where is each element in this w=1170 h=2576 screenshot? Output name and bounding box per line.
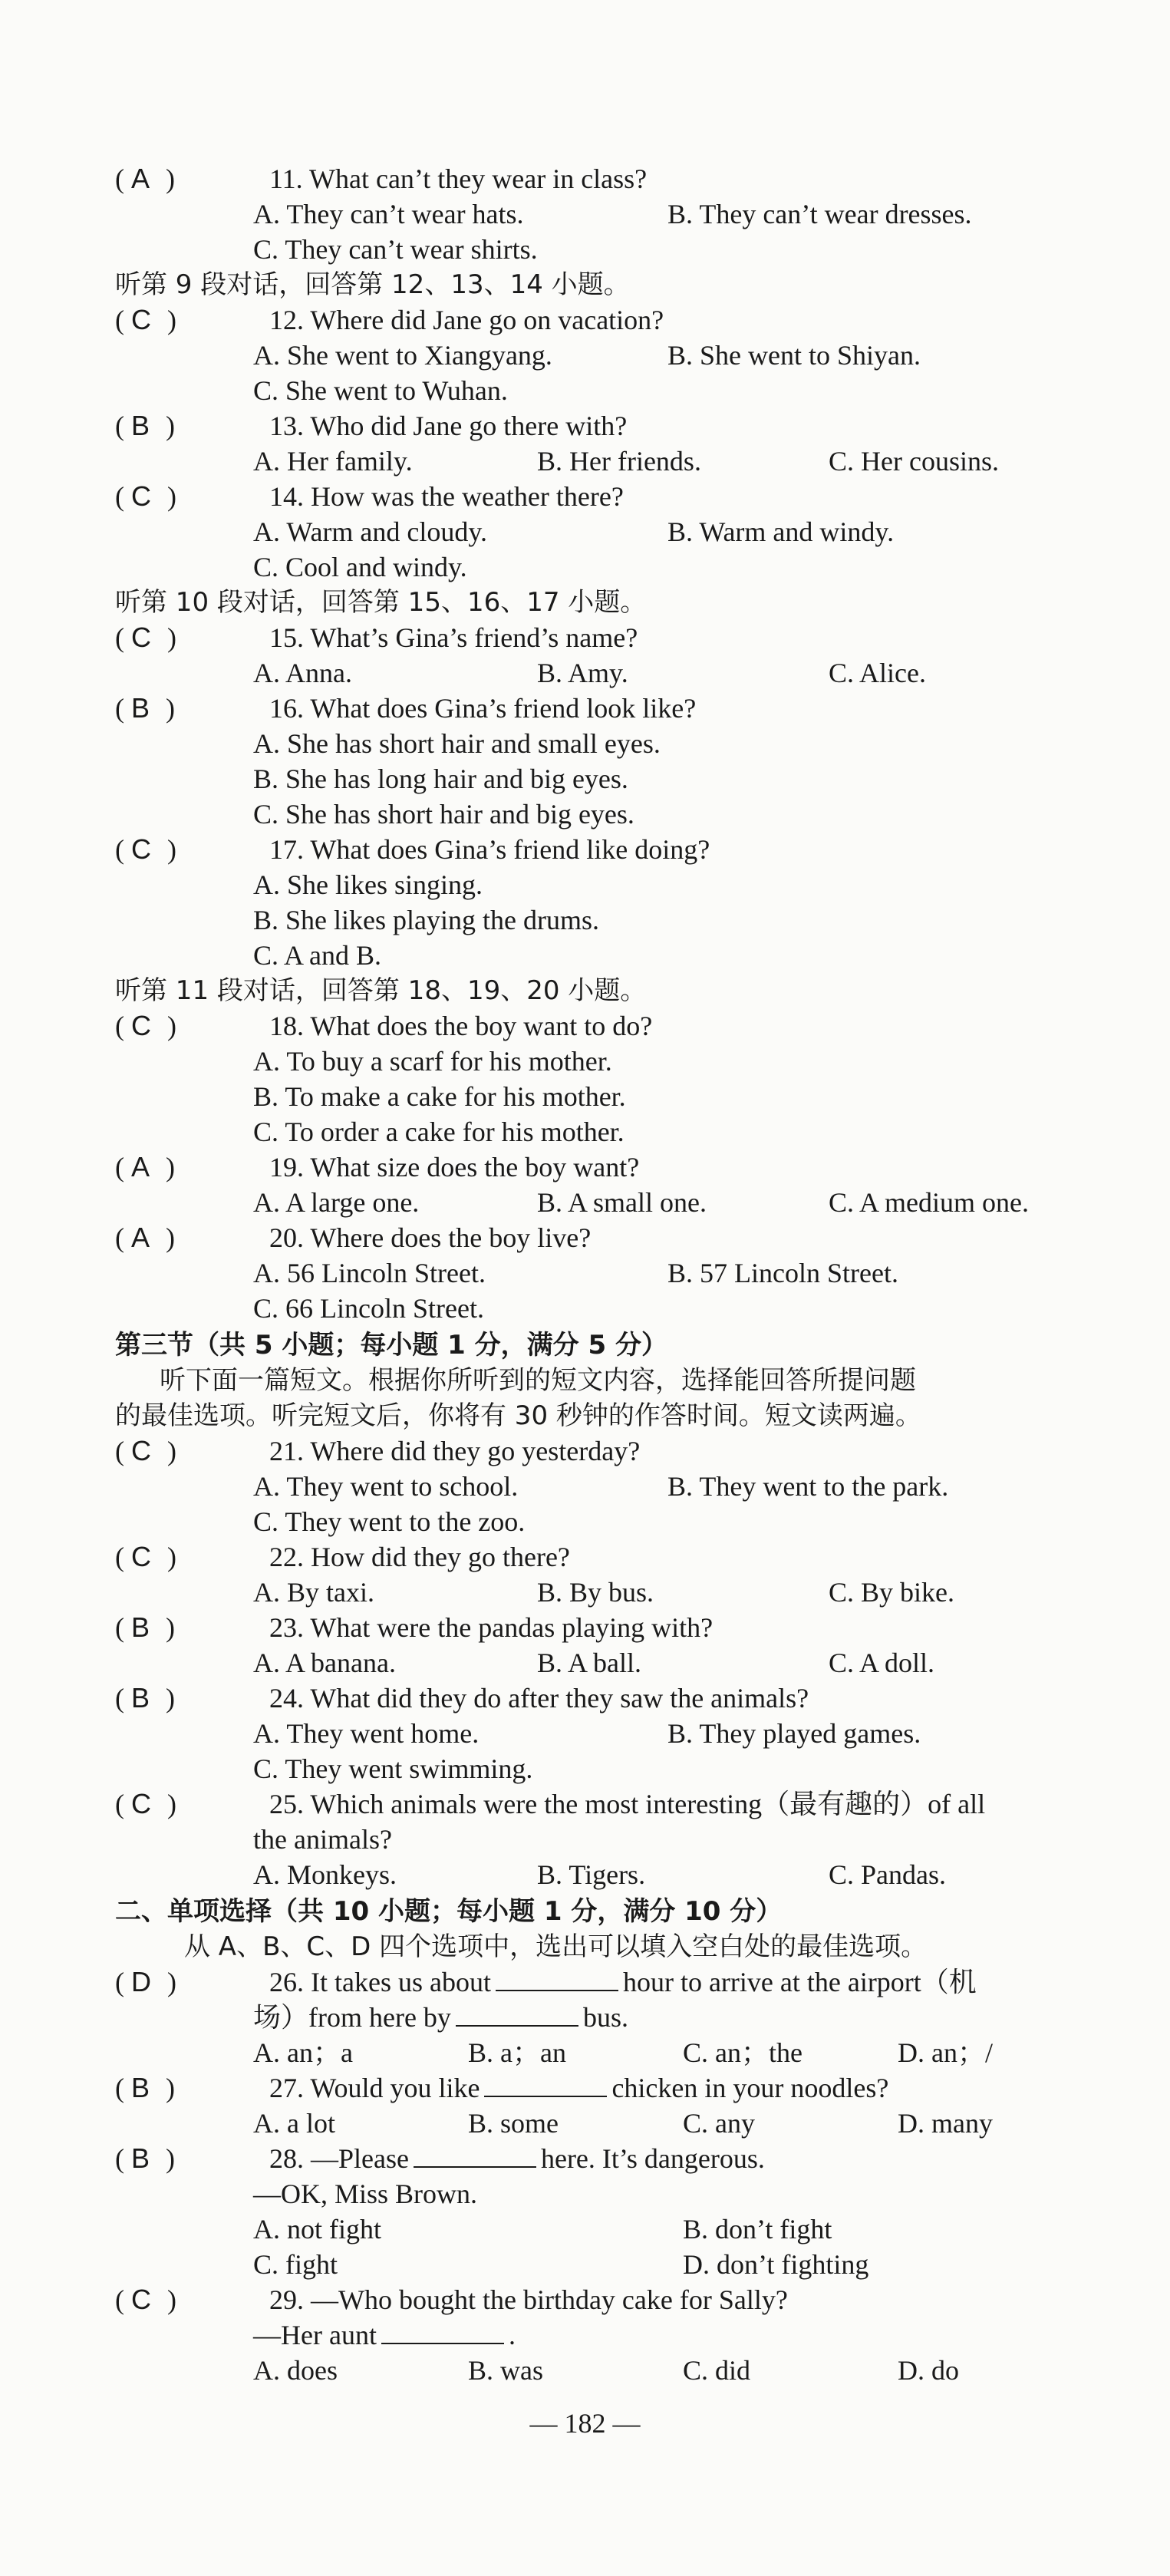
q23-option-c: C. A doll. xyxy=(829,1648,935,1678)
listening-header-10: 听第 10 段对话，回答第 15、16、17 小题。 xyxy=(115,587,647,618)
section-3-title: 第三节（共 5 小题；每小题 1 分，满分 5 分） xyxy=(115,1330,667,1361)
q25-option-b: B. Tigers. xyxy=(537,1859,646,1890)
q21-option-a: A. They went to school. xyxy=(253,1471,519,1502)
question-27: ( B ) 27. Would you like chicken in your noodles? xyxy=(115,2072,889,2103)
q13-option-b: B. Her friends. xyxy=(537,446,701,477)
q12-option-c: C. She went to Wuhan. xyxy=(253,375,508,406)
q11-option-b: B. They can’t wear dresses. xyxy=(667,199,972,229)
q17-option-b: B. She likes playing the drums. xyxy=(253,905,599,935)
q25-option-a: A. Monkeys. xyxy=(253,1859,397,1890)
question-23: ( B ) 23. What were the pandas playing with? xyxy=(115,1611,714,1643)
question-20: ( A ) 20. Where does the boy live? xyxy=(115,1222,592,1253)
q26-option-d: D. an；/ xyxy=(898,2037,993,2068)
q24-option-c: C. They went swimming. xyxy=(253,1753,533,1784)
q15-option-a: A. Anna. xyxy=(253,658,352,688)
q19-option-c: C. A medium one. xyxy=(829,1187,1029,1218)
part-2-title: 二、单项选择（共 10 小题；每小题 1 分，满分 10 分） xyxy=(115,1896,783,1927)
question-29: ( C ) 29. —Who bought the birthday cake for Sally? xyxy=(115,2284,788,2315)
question-13: ( B ) 13. Who did Jane go there with? xyxy=(115,410,628,441)
q13-option-a: A. Her family. xyxy=(253,446,413,477)
q28-option-c: C. fight xyxy=(253,2249,338,2280)
question-16: ( B ) 16. What does Gina’s friend look like? xyxy=(115,692,697,724)
q22-option-b: B. By bus. xyxy=(537,1577,654,1608)
q24-option-b: B. They played games. xyxy=(667,1718,921,1749)
q25-option-c: C. Pandas. xyxy=(829,1859,946,1890)
q29-option-c: C. did xyxy=(683,2355,751,2386)
q28-line2: —OK, Miss Brown. xyxy=(253,2179,478,2209)
q18-option-a: A. To buy a scarf for his mother. xyxy=(253,1046,612,1077)
q17-option-c: C. A and B. xyxy=(253,940,382,971)
question-22: ( C ) 22. How did they go there? xyxy=(115,1541,570,1572)
q21-option-b: B. They went to the park. xyxy=(667,1471,949,1502)
q14-option-c: C. Cool and windy. xyxy=(253,552,467,582)
q22-option-c: C. By bike. xyxy=(829,1577,955,1608)
q18-option-c: C. To order a cake for his mother. xyxy=(253,1116,625,1147)
q16-option-c: C. She has short hair and big eyes. xyxy=(253,799,634,830)
question-24: ( B ) 24. What did they do after they saw the animals? xyxy=(115,1682,809,1713)
q24-option-a: A. They went home. xyxy=(253,1718,480,1749)
q29-option-d: D. do xyxy=(898,2355,959,2386)
question-17: ( C ) 17. What does Gina’s friend like doing? xyxy=(115,833,710,865)
question-15: ( C ) 15. What’s Gina’s friend’s name? xyxy=(115,622,638,653)
q19-option-a: A. A large one. xyxy=(253,1187,420,1218)
blank-28[interactable] xyxy=(414,2143,536,2168)
blank-27[interactable] xyxy=(484,2073,607,2097)
question-21: ( C ) 21. Where did they go yesterday? xyxy=(115,1435,641,1466)
question-11: ( A ) 11. What can’t they wear in class? xyxy=(115,161,647,196)
section-3-instruction-line1: 听下面一篇短文。根据你所听到的短文内容，选择能回答所提问题 xyxy=(160,1365,916,1396)
q26-option-a: A. an；a xyxy=(253,2037,353,2068)
q11-option-c: C. They can’t wear shirts. xyxy=(253,234,538,265)
q15-option-b: B. Amy. xyxy=(537,658,628,688)
q23-option-a: A. A banana. xyxy=(253,1648,396,1678)
q16-option-b: B. She has long hair and big eyes. xyxy=(253,764,628,794)
question-12: ( C ) 12. Where did Jane go on vacation? xyxy=(115,304,664,335)
q28-option-d: D. don’t fighting xyxy=(683,2249,869,2280)
q26-option-c: C. an；the xyxy=(683,2037,803,2068)
blank-26-1[interactable] xyxy=(496,1967,618,1991)
question-14: ( C ) 14. How was the weather there? xyxy=(115,480,624,512)
q12-option-a: A. She went to Xiangyang. xyxy=(253,340,552,371)
question-19: ( A ) 19. What size does the boy want? xyxy=(115,1151,640,1182)
question-18: ( C ) 18. What does the boy want to do? xyxy=(115,1010,653,1041)
q27-option-a: A. a lot xyxy=(253,2108,335,2139)
section-3-instruction-line2: 的最佳选项。听完短文后，你将有 30 秒钟的作答时间。短文读两遍。 xyxy=(115,1400,921,1431)
q15-option-c: C. Alice. xyxy=(829,658,926,688)
q20-option-a: A. 56 Lincoln Street. xyxy=(253,1258,486,1288)
part-2-instruction: 从 A、B、C、D 四个选项中，选出可以填入空白处的最佳选项。 xyxy=(184,1931,928,1962)
listening-header-9: 听第 9 段对话，回答第 12、13、14 小题。 xyxy=(115,269,630,300)
q14-option-b: B. Warm and windy. xyxy=(667,516,895,547)
blank-26-2[interactable] xyxy=(456,2002,578,2027)
question-25: ( C ) 25. Which animals were the most interesting（最有趣的）of all xyxy=(115,1788,986,1819)
page-number: — 182 — xyxy=(529,2408,641,2439)
blank-29[interactable] xyxy=(381,2320,504,2344)
q27-option-c: C. any xyxy=(683,2108,755,2139)
question-28: ( B ) 28. —Please here. It’s dangerous. xyxy=(115,2142,765,2174)
q29-line2: —Her aunt . xyxy=(253,2320,516,2350)
q22-option-a: A. By taxi. xyxy=(253,1577,374,1608)
q26-line2: 场）from here by bus. xyxy=(253,2002,628,2033)
q18-option-b: B. To make a cake for his mother. xyxy=(253,1081,626,1112)
q25-text-line2: the animals? xyxy=(253,1824,392,1855)
q20-option-b: B. 57 Lincoln Street. xyxy=(667,1258,898,1288)
q14-option-a: A. Warm and cloudy. xyxy=(253,516,488,547)
q21-option-c: C. They went to the zoo. xyxy=(253,1506,526,1537)
q12-option-b: B. She went to Shiyan. xyxy=(667,340,921,371)
question-26: ( D ) 26. It takes us about hour to arrive at the airport（机 xyxy=(115,1966,977,1997)
q20-option-c: C. 66 Lincoln Street. xyxy=(253,1293,484,1324)
q16-option-a: A. She has short hair and small eyes. xyxy=(253,728,661,759)
listening-header-11: 听第 11 段对话，回答第 18、19、20 小题。 xyxy=(115,975,647,1006)
q26-option-b: B. a；an xyxy=(468,2037,566,2068)
q23-option-b: B. A ball. xyxy=(537,1648,642,1678)
q19-option-b: B. A small one. xyxy=(537,1187,707,1218)
q11-option-a: A. They can’t wear hats. xyxy=(253,199,524,229)
answer-11: A ) xyxy=(131,163,180,194)
q29-option-a: A. does xyxy=(253,2355,338,2386)
q27-option-b: B. some xyxy=(468,2108,559,2139)
q28-option-b: B. don’t fight xyxy=(683,2214,832,2245)
q13-option-c: C. Her cousins. xyxy=(829,446,999,477)
q29-option-b: B. was xyxy=(468,2355,543,2386)
q28-option-a: A. not fight xyxy=(253,2214,381,2245)
q17-option-a: A. She likes singing. xyxy=(253,869,483,900)
q27-option-d: D. many xyxy=(898,2108,993,2139)
